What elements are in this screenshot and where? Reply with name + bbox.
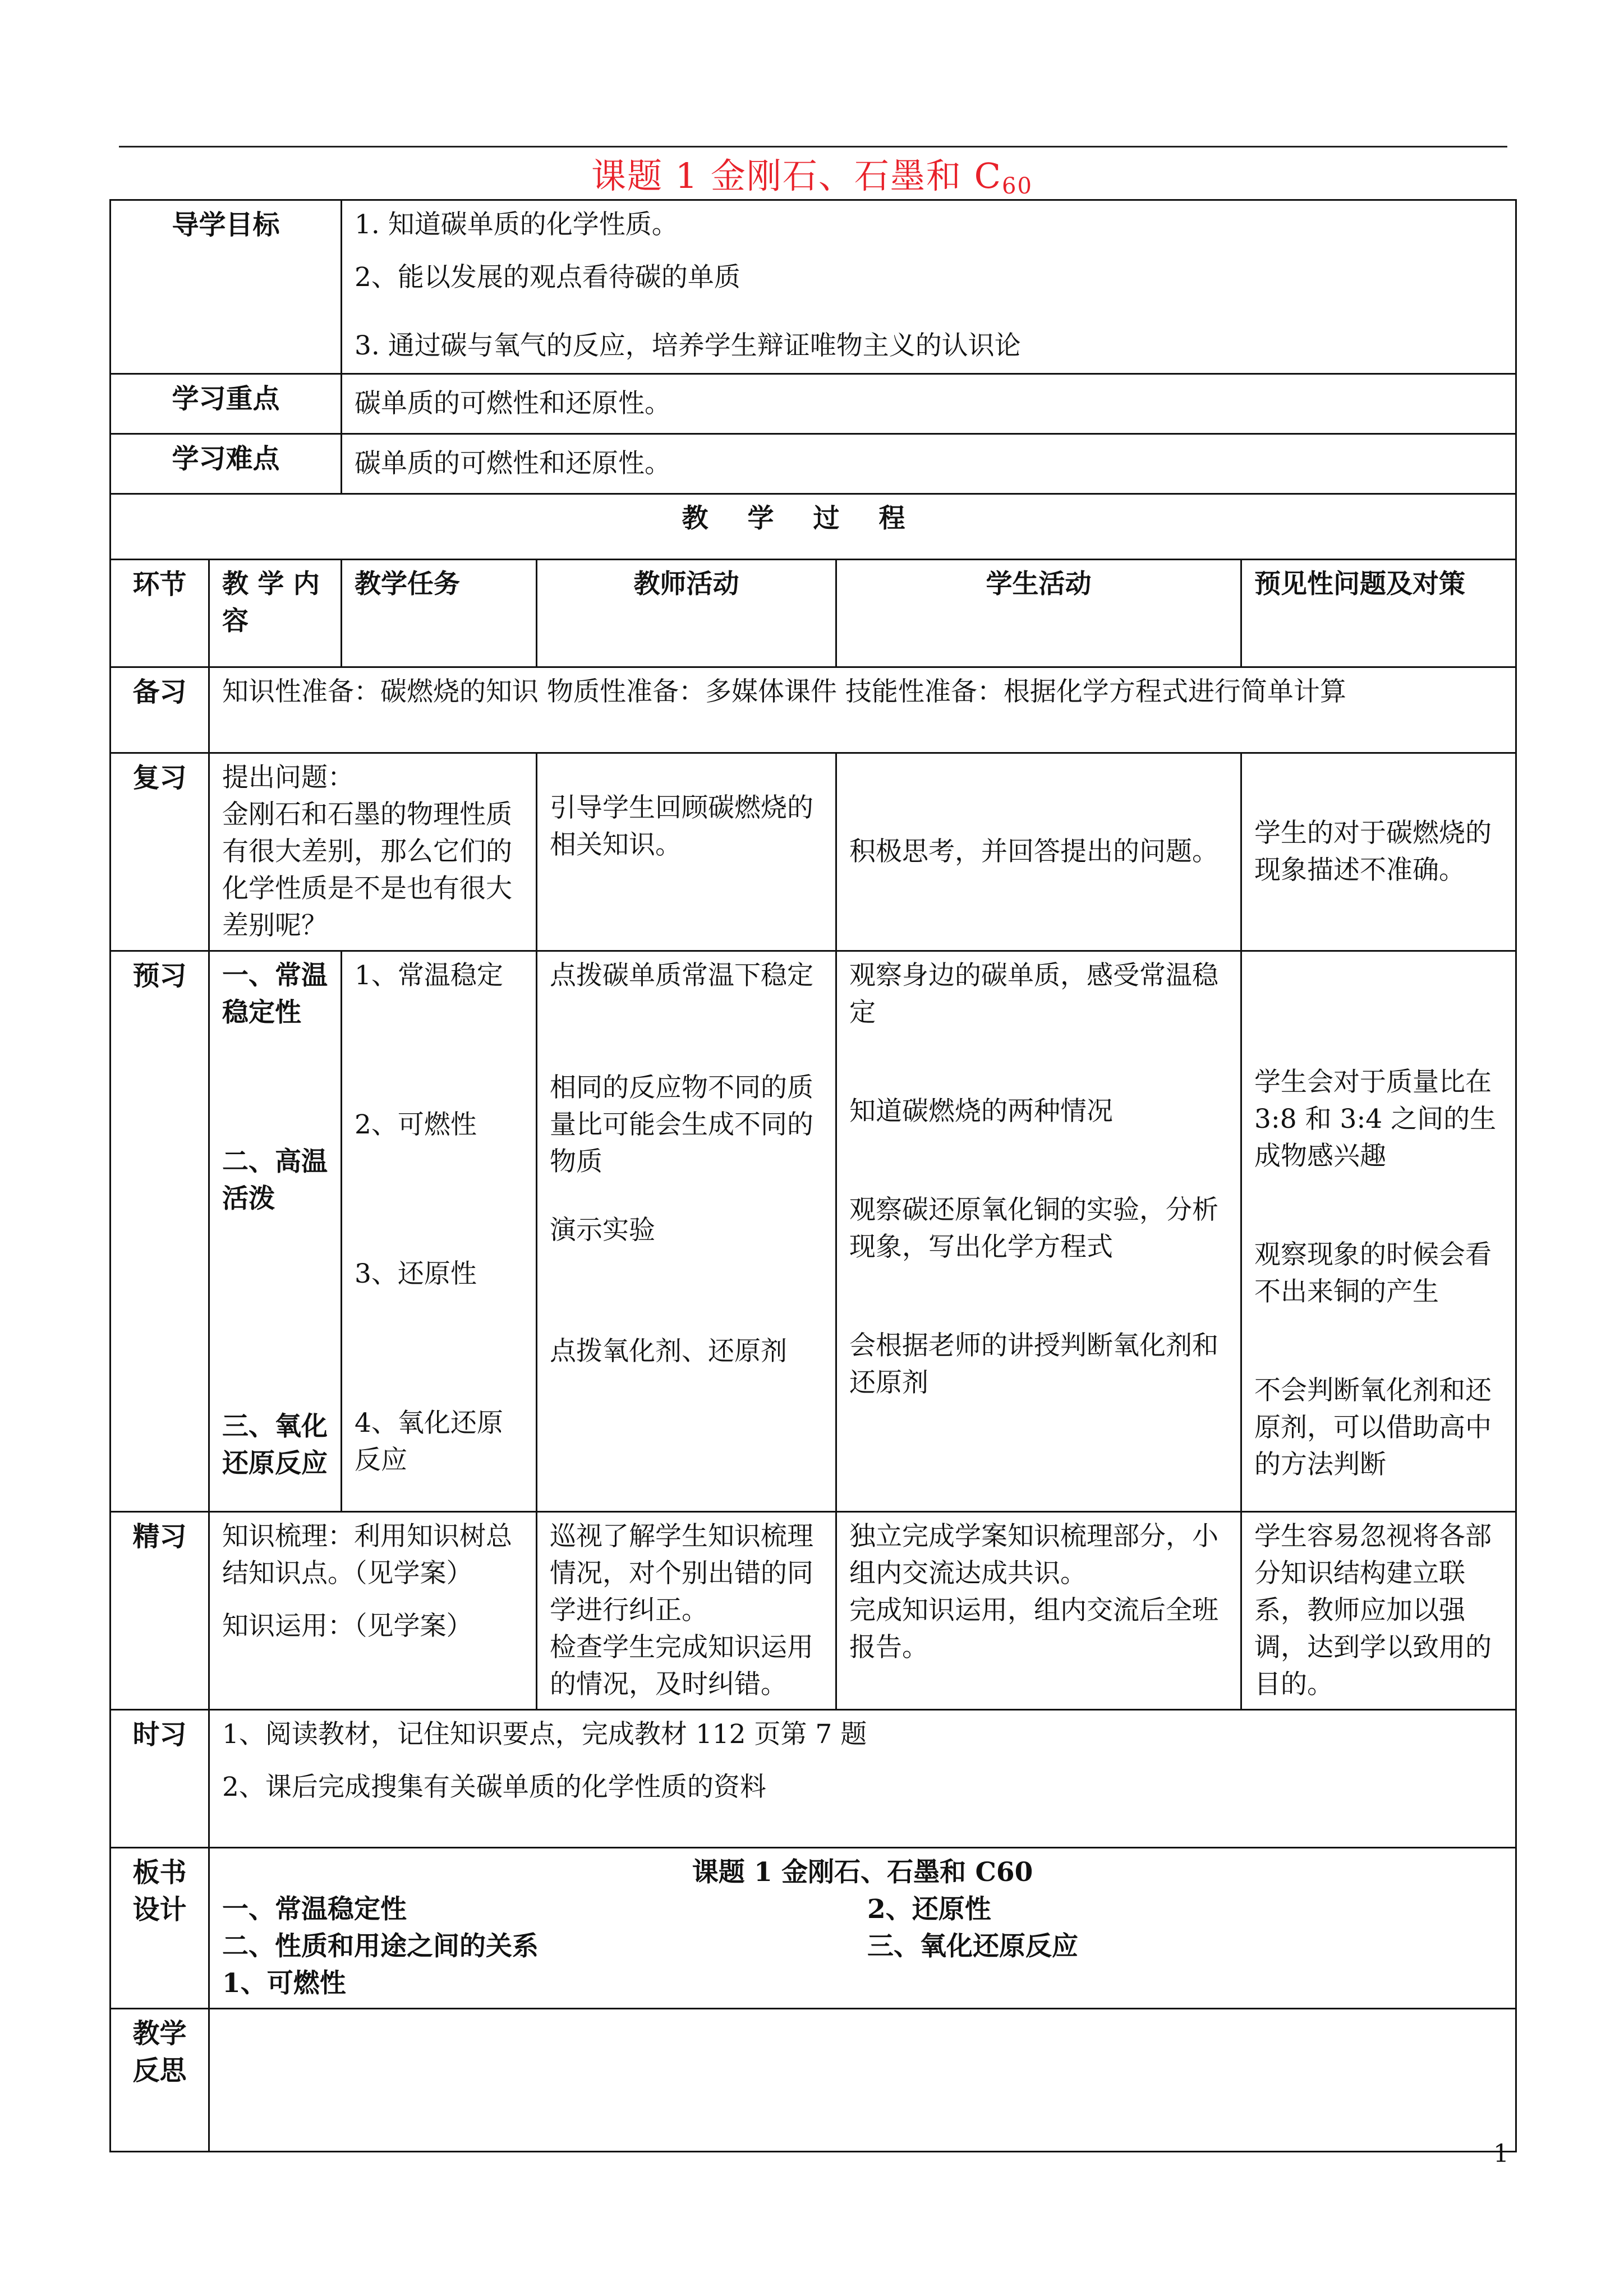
preview-teacher-item: 点拨氧化剂、还原剂	[550, 1336, 788, 1367]
preview-student-item: 观察身边的碳单质，感受常温稳定	[849, 960, 1219, 1028]
preview-task-item: 2、可燃性	[355, 1109, 477, 1140]
board-item: 三、氧化还原反应	[867, 1931, 1078, 1962]
preview-issue-item: 不会判断氧化剂和还原剂，可以借助高中的方法判断	[1254, 1375, 1492, 1480]
homework-item: 1、阅读教材，记住知识要点，完成教材 112 页第 7 题	[222, 1719, 867, 1750]
preview-content-item: 三、氧化还原反应	[222, 1411, 328, 1479]
title-text: 课题 1 金刚石、石墨和 C	[591, 155, 1002, 196]
preview-teacher-item: 相同的反应物不同的质量比可能会生成不同的物质	[550, 1072, 814, 1177]
key-point-label: 学习重点	[111, 374, 342, 434]
practice-teacher-item: 检查学生完成知识运用的情况，及时纠错。	[550, 1632, 814, 1700]
review-question: 金刚石和石墨的物理性质有很大差别，那么它们的化学性质是不是也有很大差别呢？	[222, 799, 512, 941]
homework-row	[111, 1710, 1516, 1848]
preview-content-item: 二、高温活泼	[222, 1146, 328, 1214]
preview-issues	[1241, 951, 1516, 1512]
review-teacher: 引导学生回顾碳燃烧的相关知识。	[537, 753, 836, 951]
practice-student-item: 独立完成学案知识梳理部分，小组内交流达成共识。	[849, 1521, 1219, 1589]
key-point-row	[111, 374, 1516, 434]
practice-issues: 学生容易忽视将各部分知识结构建立联系，教师应加以强调，达到学以致用的目的。	[1241, 1512, 1516, 1710]
practice-content-item: 知识梳理：利用知识树总结知识点。（见学案）	[222, 1521, 512, 1589]
preview-content	[209, 951, 342, 1512]
header-task: 教学任务	[342, 560, 537, 667]
board-left	[222, 1891, 867, 2002]
title-subscript: 60	[1002, 173, 1033, 199]
goals-content	[342, 200, 1516, 374]
prep-text: 知识性准备：碳燃烧的知识 物质性准备：多媒体课件 技能性准备：根据化学方程式进行简单计算	[209, 667, 1516, 753]
practice-teacher-item: 巡视了解学生知识梳理情况，对个别出错的同学进行纠正。	[550, 1521, 814, 1626]
homework-content	[209, 1710, 1516, 1848]
header-issues: 预见性问题及对策	[1241, 560, 1516, 667]
practice-teacher	[537, 1512, 836, 1710]
board-item: 2、还原性	[867, 1894, 991, 1925]
preview-task-item: 1、常温稳定	[355, 960, 503, 991]
practice-student-item: 完成知识运用，组内交流后全班报告。	[849, 1595, 1219, 1663]
preview-teacher	[537, 951, 836, 1512]
header-row	[111, 560, 1516, 667]
homework-label: 时习	[111, 1710, 209, 1848]
board-item: 1、可燃性	[222, 1968, 346, 1999]
goal-item: 2、能以发展的观点看待碳的单质	[355, 262, 740, 293]
preview-issue-item: 观察现象的时候会看不出来铜的产生	[1254, 1239, 1492, 1307]
practice-label: 精习	[111, 1512, 209, 1710]
process-title: 教学过程	[111, 494, 1516, 560]
review-issues: 学生的对于碳燃烧的现象描述不准确。	[1241, 753, 1516, 951]
preview-issue-item: 学生会对于质量比在 3:8 和 3:4 之间的生成物感兴趣	[1254, 1067, 1497, 1172]
practice-student	[836, 1512, 1241, 1710]
process-title-row	[111, 494, 1516, 560]
board-grid	[222, 1891, 1503, 2002]
board-title: 课题 1 金刚石、石墨和 C60	[692, 1857, 1033, 1888]
difficulty-label: 学习难点	[111, 434, 342, 494]
board-right	[867, 1891, 1484, 2002]
reflection-row	[111, 2009, 1516, 2152]
lesson-plan-table	[109, 199, 1517, 2152]
review-label: 复习	[111, 753, 209, 951]
preview-content-item: 一、常温稳定性	[222, 960, 328, 1028]
preview-task	[342, 951, 537, 1512]
difficulty-row	[111, 434, 1516, 494]
board-item: 一、常温稳定性	[222, 1894, 407, 1925]
difficulty-text: 碳单质的可燃性和还原性。	[342, 434, 1516, 494]
board-content	[209, 1848, 1516, 2009]
header-teacher: 教师活动	[537, 560, 836, 667]
preview-student-item: 知道碳燃烧的两种情况	[849, 1096, 1114, 1127]
board-label: 板书设计	[111, 1848, 209, 2009]
board-row	[111, 1848, 1516, 2009]
preview-teacher-item: 点拨碳单质常温下稳定	[550, 960, 814, 991]
goal-item: 3. 通过碳与氧气的反应，培养学生辩证唯物主义的认识论	[355, 330, 1021, 361]
preview-student-item: 会根据老师的讲授判断氧化剂和还原剂	[849, 1330, 1219, 1398]
goals-label: 导学目标	[111, 200, 342, 374]
reflection-label: 教学反思	[111, 2009, 209, 2152]
preview-row	[111, 951, 1516, 1512]
preview-task-item: 3、还原性	[355, 1258, 477, 1289]
preview-student-item: 观察碳还原氧化铜的实验，分析现象，写出化学方程式	[849, 1195, 1219, 1262]
prep-label: 备习	[111, 667, 209, 753]
header-student: 学生活动	[836, 560, 1241, 667]
review-question-label: 提出问题：	[222, 762, 354, 793]
key-point-text: 碳单质的可燃性和还原性。	[342, 374, 1516, 434]
review-student: 积极思考，并回答提出的问题。	[836, 753, 1241, 951]
preview-task-item: 4、氧化还原反应	[355, 1408, 503, 1476]
review-content	[209, 753, 537, 951]
header-stage: 环节	[111, 560, 209, 667]
practice-content	[209, 1512, 537, 1710]
preview-teacher-item: 演示实验	[550, 1215, 656, 1246]
header-rule	[119, 146, 1507, 147]
practice-content-item: 知识运用：（见学案）	[222, 1611, 473, 1642]
homework-item: 2、课后完成搜集有关碳单质的化学性质的资料	[222, 1772, 766, 1802]
goal-item: 1. 知道碳单质的化学性质。	[355, 209, 678, 240]
preview-student	[836, 951, 1241, 1512]
header-content: 教 学 内 容	[209, 560, 342, 667]
review-row	[111, 753, 1516, 951]
board-item: 二、性质和用途之间的关系	[222, 1931, 539, 1962]
prep-row	[111, 667, 1516, 753]
practice-row	[111, 1512, 1516, 1710]
preview-label: 预习	[111, 951, 209, 1512]
goals-row	[111, 200, 1516, 374]
reflection-content	[209, 2009, 1516, 2152]
page-number: 1	[1493, 2140, 1509, 2168]
